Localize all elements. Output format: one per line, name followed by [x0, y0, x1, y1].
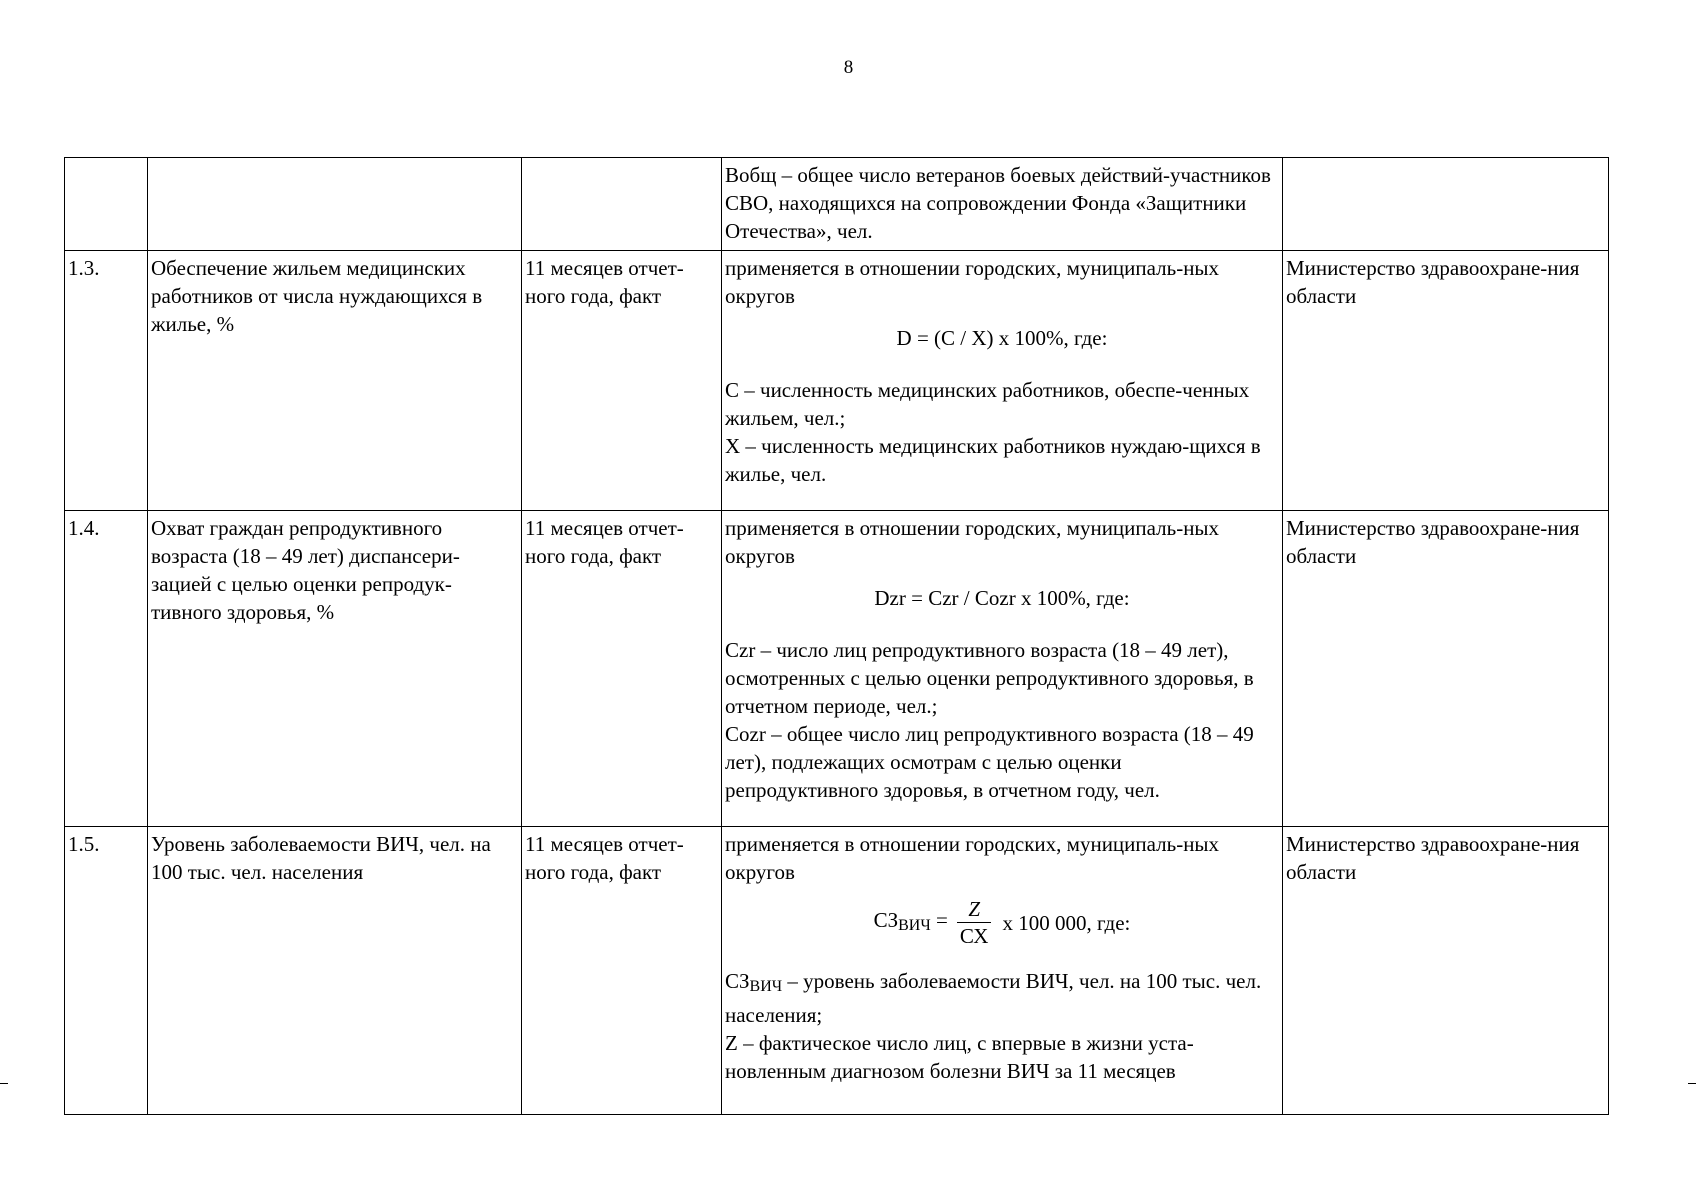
fraction-numerator: Z — [968, 897, 980, 921]
row-number-cell: 1.5. — [65, 827, 148, 1115]
responsible-cell: Министерство здравоохране-ния области — [1283, 511, 1609, 827]
method-cell — [722, 158, 1283, 251]
period-cell: 11 месяцев отчет-ного года, факт — [522, 827, 722, 1115]
method-text: применяется в отношении городских, муниципаль-ных округов — [725, 256, 1220, 308]
period-cell: 11 месяцев отчет-ного года, факт — [522, 251, 722, 511]
method-text: применяется в отношении городских, муниципаль-ных округов — [725, 516, 1220, 568]
method-definition: Z – фактическое число лиц, с впервые в жизни уста-новленным диагнозом болезни ВИЧ за 11 месяцев — [725, 1031, 1194, 1083]
left-edge-mark — [0, 1083, 8, 1084]
formula-fraction — [956, 896, 993, 949]
indicator-cell: Охват граждан репродуктивного возраста (18 – 49 лет) диспансери-зацией с целью оценки репродук-тивного здоровья, % — [148, 511, 522, 827]
row-number-cell: 1.3. — [65, 251, 148, 511]
method-formula: Dzr = Czr / Cozr x 100%, где: — [874, 586, 1130, 610]
method-text: Вобщ – общее число ветеранов боевых действий-участников СВО, находящихся на сопровождении Фонда «Защитники Отечества», чел. — [725, 163, 1271, 243]
page-number: 8 — [843, 57, 854, 78]
row-number-cell — [65, 158, 148, 251]
indicator-cell: Обеспечение жильем медицинских работников от числа нуждающихся в жилье, % — [148, 251, 522, 511]
right-edge-mark — [1688, 1083, 1696, 1084]
indicators-table — [64, 157, 1609, 1115]
method-formula: D = (C / X) x 100%, где: — [896, 326, 1108, 350]
method-cell — [722, 827, 1283, 1115]
indicator-cell: Уровень заболеваемости ВИЧ, чел. на 100 тыс. чел. населения — [148, 827, 522, 1115]
formula-rhs: x 100 000, где: — [1002, 910, 1131, 935]
method-definition: СЗВИЧ – уровень заболеваемости ВИЧ, чел. на 100 тыс. чел. населения; — [725, 969, 1262, 1027]
method-definition: Cozr – общее число лиц репродуктивного возраста (18 – 49 лет), подлежащих осмотрам с целью оценки репродуктивного здоровья, в отчетном году, чел. — [725, 722, 1254, 802]
responsible-cell: Министерство здравоохране-ния области — [1283, 827, 1609, 1115]
method-cell — [722, 251, 1283, 511]
formula-lhs: СЗВИЧ = — [873, 907, 948, 934]
responsible-cell — [1283, 158, 1609, 251]
hiv-rate-formula — [725, 896, 1279, 949]
method-definition: X – численность медицинских работников нуждаю-щихся в жилье, чел. — [725, 434, 1261, 486]
table-row — [65, 511, 1609, 827]
method-text: применяется в отношении городских, муниципаль-ных округов — [725, 832, 1220, 884]
method-definition: C – численность медицинских работников, обеспе-ченных жильем, чел.; — [725, 378, 1250, 430]
table-row — [65, 158, 1609, 251]
method-cell — [722, 511, 1283, 827]
row-number-cell: 1.4. — [65, 511, 148, 827]
responsible-cell: Министерство здравоохране-ния области — [1283, 251, 1609, 511]
period-cell: 11 месяцев отчет-ного года, факт — [522, 511, 722, 827]
period-cell — [522, 158, 722, 251]
indicator-cell — [148, 158, 522, 251]
method-definition: Czr – число лиц репродуктивного возраста (18 – 49 лет), осмотренных с целью оценки репродуктивного здоровья, в отчетном периоде, чел.; — [725, 638, 1254, 718]
fraction-denominator: СХ — [959, 924, 989, 948]
table-row — [65, 827, 1609, 1115]
table-row — [65, 251, 1609, 511]
